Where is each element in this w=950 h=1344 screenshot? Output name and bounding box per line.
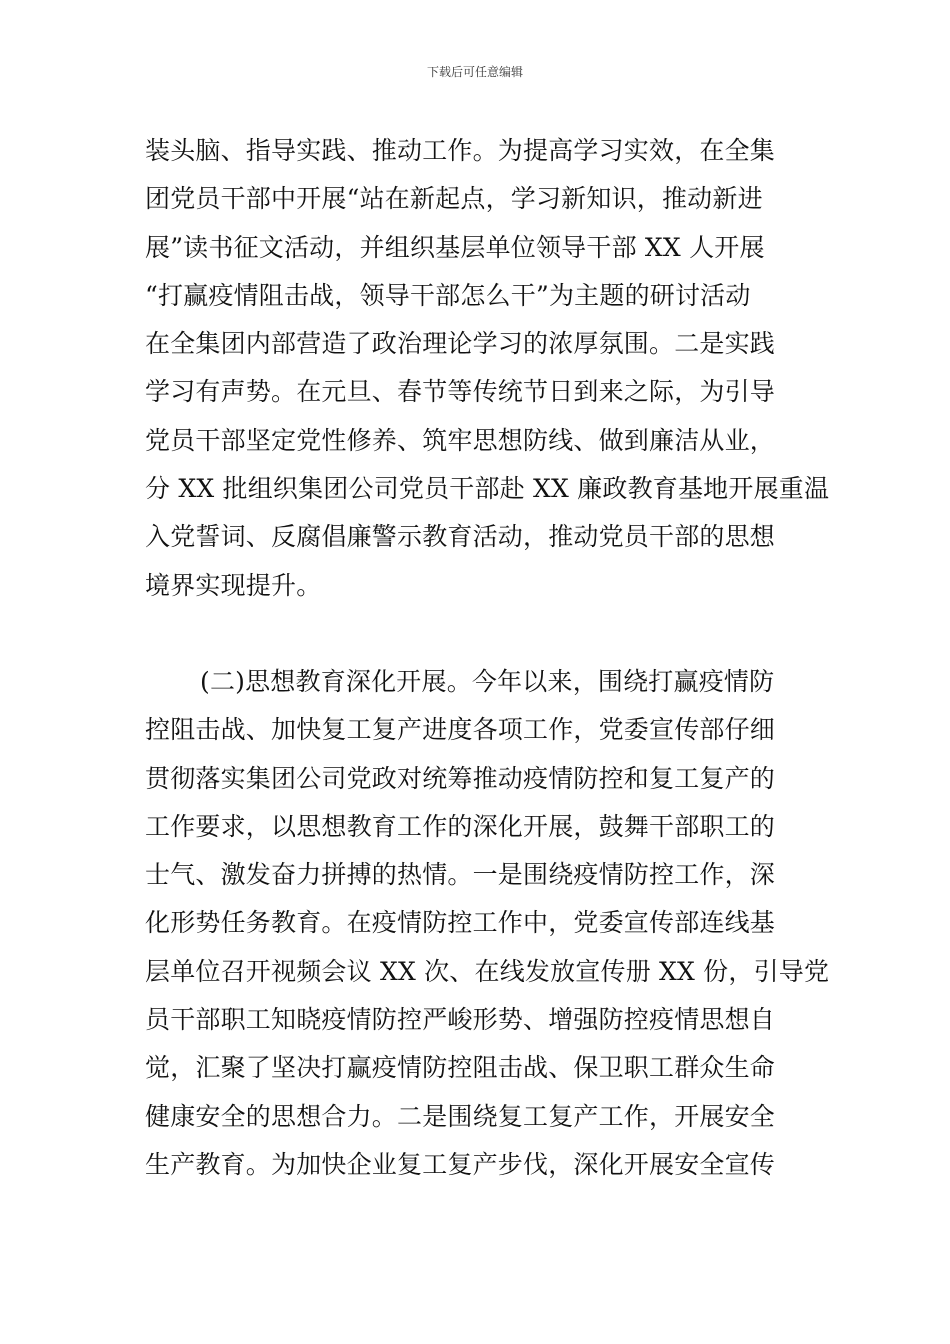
paragraph-line: 展”读书征文活动，并组织基层单位领导干部 XX 人开展	[145, 232, 765, 262]
paragraph-line: 士气、激发奋力拼搏的热情。一是围绕疫情防控工作，深	[145, 860, 776, 890]
paragraph-line: 学习有声势。在元旦、春节等传统节日到来之际，为引导	[145, 377, 776, 407]
paragraph-line: 入党誓词、反腐倡廉警示教育活动，推动党员干部的思想	[145, 522, 776, 552]
paragraph-line: “打赢疫情阻击战，领导干部怎么干”为主题的研讨活动	[145, 280, 751, 310]
paragraph-line: 在全集团内部营造了政治理论学习的浓厚氛围。二是实践	[145, 329, 776, 359]
paragraph-line: 工作要求，以思想教育工作的深化开展，鼓舞干部职工的	[145, 811, 776, 841]
page-header: 下载后可任意编辑	[426, 65, 523, 79]
paragraph-line: 化形势任务教育。在疫情防控工作中，党委宣传部连线基	[145, 908, 776, 938]
paragraph-line: 装头脑、指导实践、推动工作。为提高学习实效，在全集	[145, 136, 776, 165]
paragraph-line: 层单位召开视频会议 XX 次、在线发放宣传册 XX 份，引导党	[145, 956, 830, 986]
paragraph-line: 员干部职工知晓疫情防控严峻形势、增强防控疫情思想自	[145, 1005, 776, 1035]
paragraph-line: 觉，汇聚了坚决打赢疫情防控阻击战、保卫职工群众生命	[145, 1053, 776, 1083]
paragraph-line: 分 XX 批组织集团公司党员干部赴 XX 廉政教育基地开展重温	[145, 474, 830, 504]
paragraph-1	[145, 127, 830, 610]
paragraph-line: 健康安全的思想合力。二是围绕复工复产工作，开展安全	[145, 1101, 776, 1131]
paragraph-line: 控阻击战、加快复工复产进度各项工作，党委宣传部仔细	[145, 715, 776, 745]
paragraph-line: 贯彻落实集团公司党政对统筹推动疫情防控和复工复产的	[145, 763, 776, 793]
paragraph-spacer	[145, 610, 815, 658]
paragraph-line: 党员干部坚定党性修养、筑牢思想防线、做到廉洁从业，	[145, 425, 776, 455]
paragraph-2	[145, 658, 830, 1189]
paragraph-line: 境界实现提升。	[145, 570, 322, 600]
paragraph-line: 生产教育。为加快企业复工复产步伐，深化开展安全宣传	[145, 1149, 776, 1179]
paragraph-line: (二)思想教育深化开展。今年以来，围绕打赢疫情防	[200, 666, 775, 696]
document-body	[145, 127, 830, 1189]
paragraph-line: 团党员干部中开展“站在新起点，学习新知识，推动新进	[145, 184, 763, 214]
